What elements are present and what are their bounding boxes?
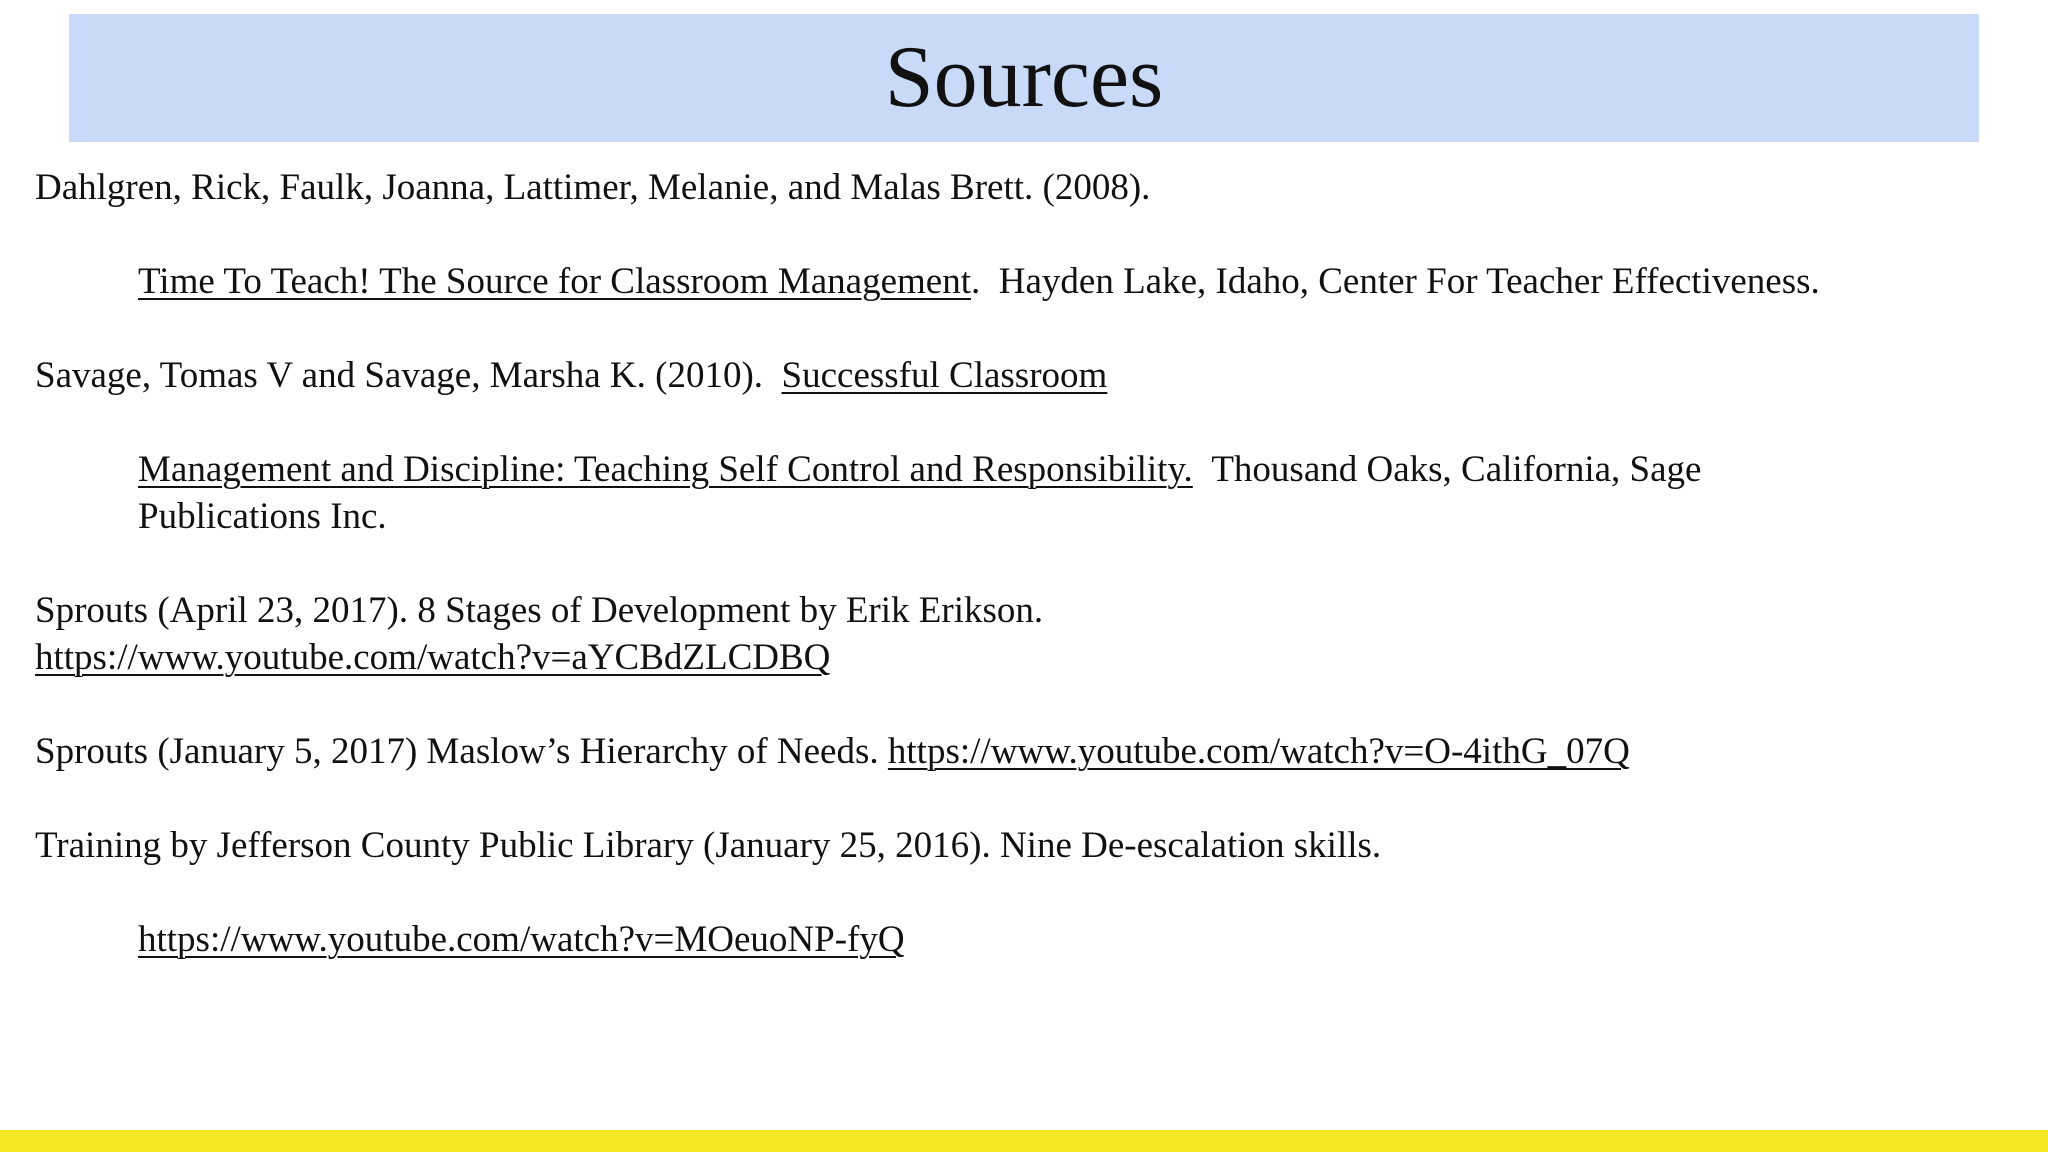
ref1-title-line	[138, 258, 1820, 305]
ref2-publisher-line2-text: Publications Inc.	[138, 496, 387, 537]
title-band	[69, 14, 1979, 142]
ref1-title: Time To Teach! The Source for Classroom Management	[138, 261, 971, 302]
ref3-url-line	[35, 634, 830, 681]
slide-title: Sources	[884, 29, 1164, 126]
ref2-title-part1: Successful Classroom	[781, 355, 1108, 396]
ref1-authors-text: Dahlgren, Rick, Faulk, Joanna, Lattimer, Melanie, and Malas Brett. (2008).	[35, 167, 1151, 208]
ref3-text-line	[35, 587, 1043, 634]
ref3-url-link[interactable]: https://www.youtube.com/watch?v=aYCBdZLCDBQ	[35, 637, 831, 678]
ref5-url-link[interactable]: https://www.youtube.com/watch?v=MOeuoNP-fyQ	[138, 919, 905, 960]
ref4-text: Sprouts (January 5, 2017) Maslow’s Hierarchy of Needs.	[35, 731, 879, 772]
ref2-title-part2: Management and Discipline: Teaching Self Control and Responsibility.	[138, 449, 1193, 490]
ref4-line	[35, 728, 1630, 775]
ref2-publisher-line2	[138, 493, 387, 540]
ref1-publisher: Hayden Lake, Idaho, Center For Teacher Effectiveness.	[998, 261, 1820, 302]
ref2-publisher-line1: Thousand Oaks, California, Sage	[1211, 449, 1702, 490]
ref1-authors	[35, 164, 1150, 211]
ref5-url-line	[138, 916, 905, 963]
ref3-text: Sprouts (April 23, 2017). 8 Stages of Development by Erik Erikson.	[35, 590, 1044, 631]
ref2-authors: Savage, Tomas V and Savage, Marsha K. (2010).	[35, 355, 764, 396]
bottom-accent-bar	[0, 1130, 2048, 1152]
ref2-authors-line	[35, 352, 1107, 399]
ref2-title-line	[138, 446, 1701, 493]
ref5-text: Training by Jefferson County Public Library (January 25, 2016). Nine De-escalation skills.	[35, 825, 1382, 866]
ref4-url-link[interactable]: https://www.youtube.com/watch?v=O-4ithG_07Q	[887, 731, 1630, 772]
ref5-text-line	[35, 822, 1381, 869]
ref1-title-end: .	[971, 261, 981, 302]
